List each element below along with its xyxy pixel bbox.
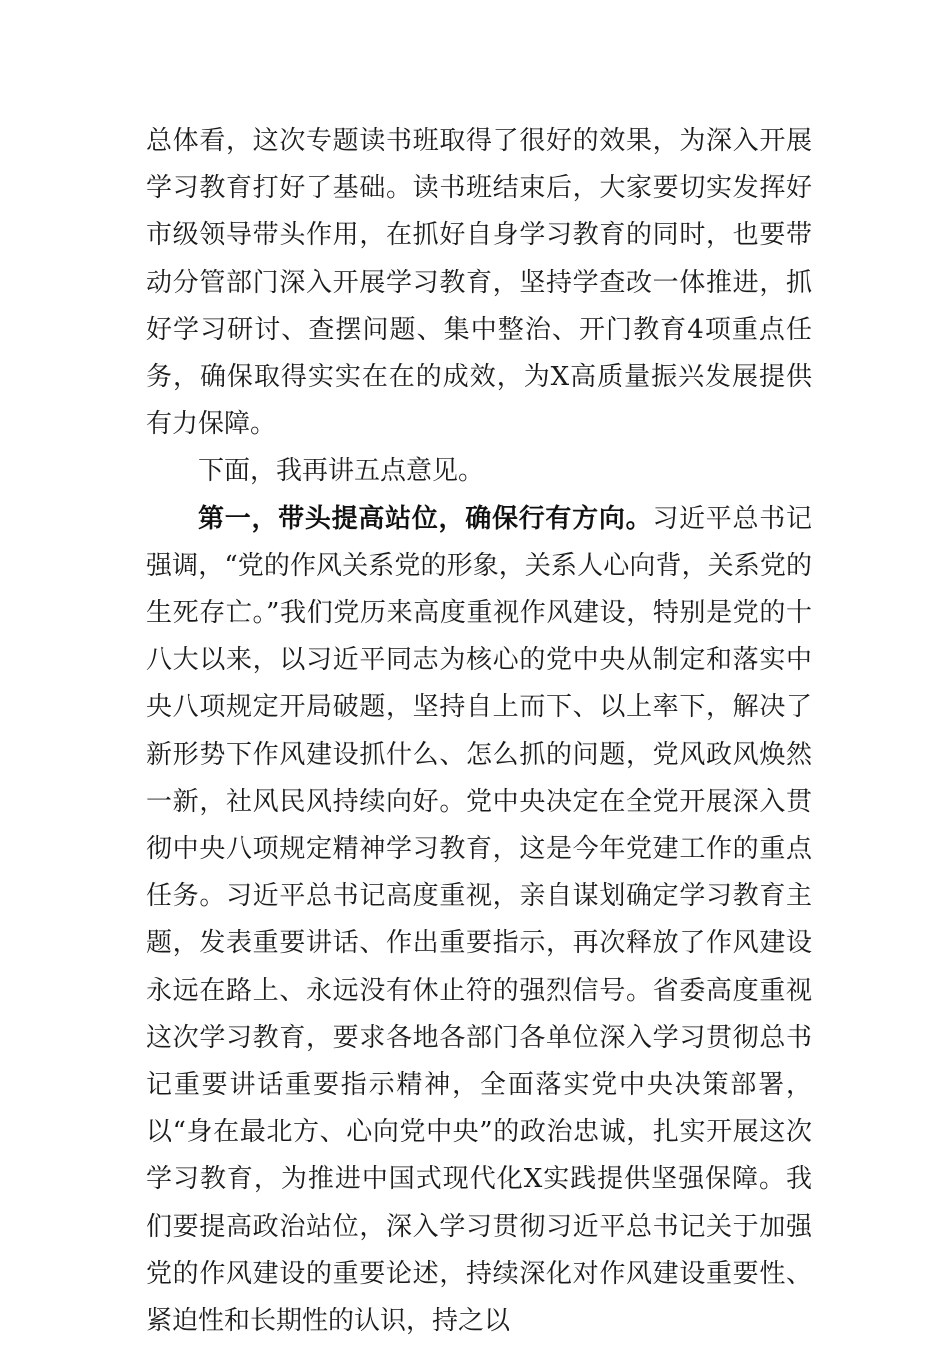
paragraph-intro-text: 下面，我再讲五点意见。	[198, 456, 485, 487]
paragraph-summary	[146, 118, 812, 448]
paragraph-intro	[146, 448, 812, 495]
point-one-heading: 第一，带头提高站位，确保行有方向。	[198, 503, 653, 534]
document-body	[146, 118, 812, 1345]
point-one-text: 习近平总书记强调，“党的作风关系党的形象，关系人心向背，关系党的生死存亡。”我们党历来高度重视作风建设，特别是党的十八大以来，以习近平同志为核心的党中央从制定和落实中央八项规定开局破题，坚持自上而下、以上率下，解决了新形势下作风建设抓什么、怎么抓的问题，党风政风焕然一新，社风民风持续向好。党中央决定在全党开展深入贯彻中央八项规定精神学习教育，这是今年党建工作的重点任务。习近平总书记高度重视，亲自谋划确定学习教育主题，发表重要讲话、作出重要指示，再次释放了作风建设永远在路上、永远没有休止符的强烈信号。省委高度重视这次学习教育，要求各地各部门各单位深入学习贯彻总书记重要讲话重要指示精神，全面落实党中央决策部署，以“身在最北方、心向党中央”的政治忠诚，扎实开展这次学习教育，为推进中国式现代化X实践提供坚强保障。我们要提高政治站位，深入学习贯彻习近平总书记关于加强党的作风建设的重要论述，持续深化对作风建设重要性、紧迫性和长期性的认识，持之以	[146, 503, 812, 1337]
paragraph-point-one	[146, 496, 812, 1345]
paragraph-summary-text: 总体看，这次专题读书班取得了很好的效果，为深入开展学习教育打好了基础。读书班结束后，大家要切实发挥好市级领导带头作用，在抓好自身学习教育的同时，也要带动分管部门深入开展学习教育，坚持学查改一体推进，抓好学习研讨、查摆问题、集中整治、开门教育4项重点任务，确保取得实实在在的成效，为X高质量振兴发展提供有力保障。	[146, 126, 812, 440]
